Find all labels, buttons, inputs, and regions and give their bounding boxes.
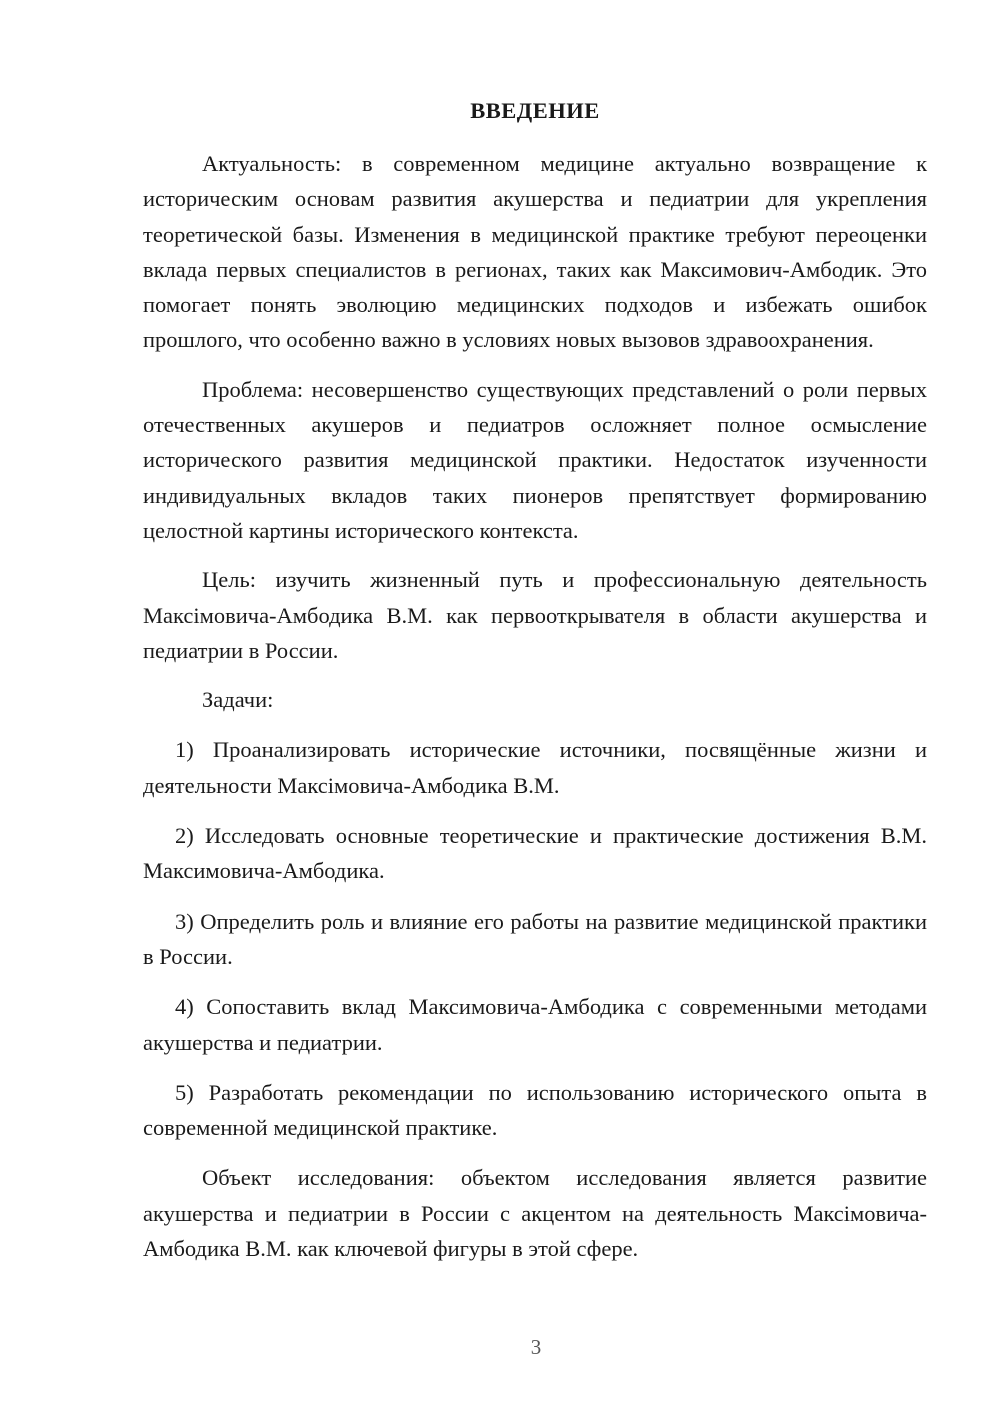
tasks-label: Задачи:: [202, 687, 274, 713]
page-title: ВВЕДЕНИЕ: [470, 98, 600, 123]
task-item-5: 5) Разработать рекомендации по использованию исторического опыта в современной медицинской практике.: [143, 1079, 927, 1141]
paragraph-relevance: Актуальность: в современном медицине актуально возвращение к историческим основам развития акушерства и педиатрии для укрепления теоретической базы. Изменения в медицинской практике требуют переоценки вклада первых специалистов в регионах, таких как Максимович-Амбодик. Это помогает понять эволюцию медицинских подходов и избежать ошибок прошлого, что особенно важно в условиях новых вызовов здравоохранения.: [143, 151, 927, 353]
page-body: [143, 96, 927, 1266]
task-item-1: 1) Проанализировать исторические источники, посвящённые жизни и деятельности Максiмовича-Амбодика В.М.: [143, 737, 927, 798]
paragraph-goal: Цель: изучить жизненный путь и профессиональную деятельность Максiмовича-Амбодика В.М. как первооткрывателя в области акушерства и педиатрии в России.: [143, 567, 927, 663]
task-item-3: 3) Определить роль и влияние его работы на развитие медицинской практики в России.: [143, 908, 927, 969]
task-item-2: 2) Исследовать основные теоретические и практические достижения В.М. Максимовича-Амбодика.: [143, 823, 927, 884]
task-item-4: 4) Сопоставить вклад Максимовича-Амбодика с современными методами акушерства и педиатрии.: [143, 994, 927, 1055]
page-number: 3: [530, 1335, 542, 1359]
paragraph-object: Объект исследования: объектом исследования является развитие акушерства и педиатрии в России с акцентом на деятельность Максiмовича-Амбодика В.М. как ключевой фигуры в этой сфере.: [143, 1165, 927, 1262]
paragraph-problem: Проблема: несовершенство существующих представлений о роли первых отечественных акушеров и педиатров осложняет полное осмысление исторического развития медицинской практики. Недостаток изученности индивидуальных вкладов таких пионеров препятствует формированию целостной картины исторического контекста.: [143, 376, 927, 543]
